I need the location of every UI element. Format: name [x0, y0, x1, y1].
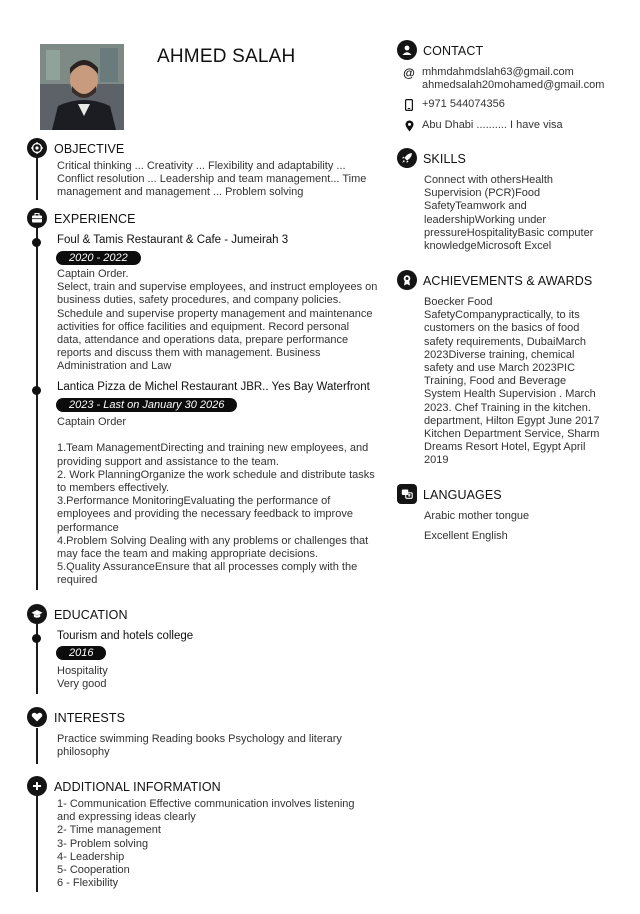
education-details: Hospitality Very good — [57, 665, 108, 691]
location-pin-icon — [404, 120, 414, 132]
plus-icon — [27, 776, 47, 796]
objective-text: Critical thinking ... Creativity ... Flexibility and adaptability ... Conflict resolution ... Leadership and team management... Time management and management ... Problem solving — [57, 160, 367, 199]
skills-text: Connect with othersHealth Supervision (PCR)Food SafetyTeamwork and leadershipWorking under pressureHospitalityBasic computer knowledgeMicrosoft Excel — [424, 174, 594, 253]
language-item: Excellent English — [424, 530, 508, 542]
briefcase-icon — [27, 208, 47, 228]
languages-title: LANGUAGES — [423, 488, 502, 502]
contact-email-row — [404, 66, 604, 92]
target-icon — [27, 138, 47, 158]
skills-title: SKILLS — [423, 152, 466, 166]
heart-icon — [27, 707, 47, 727]
profile-photo — [40, 44, 124, 130]
timeline-dot — [32, 634, 41, 643]
timeline-dot — [32, 386, 41, 395]
job-date-1: 2020 - 2022 — [56, 251, 141, 265]
education-title: EDUCATION — [54, 608, 128, 622]
location-text: Abu Dhabi .......... I have visa — [422, 119, 563, 131]
achievements-title: ACHIEVEMENTS & AWARDS — [423, 274, 593, 288]
candidate-name: AHMED SALAH — [157, 46, 296, 67]
job-description-2: Captain Order 1.Team ManagementDirecting and training new employees, and providing support and assistance to the team. 2. Work PlanningOrganize the work schedule and distribute tasks to members effectively. 3.Performance MonitoringEvaluating the performance of employees and providing the necessary feedback to improve performance 4.Problem Solving Dealing with any problems or challenges that may face the team and making appropriate decisions. 5.Quality AssuranceEnsure that all processes comply with the required — [57, 416, 375, 587]
email-2[interactable]: ahmedsalah20mohamed@gmail.com — [422, 79, 605, 92]
additional-info-text: 1- Communication Effective communication involves listening and expressing ideas clearly 2- Time management 3- Problem solving 4- Leadership 5- Cooperation 6 - Flexibility — [57, 798, 355, 890]
additional-timeline — [36, 796, 38, 892]
timeline-dot — [32, 238, 41, 247]
email-1[interactable]: mhmdahmdslah63@gmail.com — [422, 66, 574, 78]
language-icon — [397, 484, 417, 504]
school-name: Tourism and hotels college — [57, 630, 194, 642]
job-title-1: Foul & Tamis Restaurant & Cafe - Jumeirah 3 — [57, 234, 289, 246]
experience-title: EXPERIENCE — [54, 212, 136, 226]
contact-title: CONTACT — [423, 44, 484, 58]
job-title-2: Lantica Pizza de Michel Restaurant JBR.. Yes Bay Waterfront — [57, 381, 370, 393]
graduation-cap-icon — [27, 604, 47, 624]
contact-location-row — [404, 119, 563, 132]
objective-timeline — [36, 158, 38, 200]
interests-title: INTERESTS — [54, 711, 126, 725]
award-icon — [397, 270, 417, 290]
phone-number[interactable]: +971 544074356 — [422, 98, 505, 110]
job-date-2: 2023 - Last on January 30 2026 — [56, 398, 237, 412]
objective-title: OBJECTIVE — [54, 142, 125, 156]
phone-icon — [404, 99, 414, 111]
at-sign-icon: @ — [403, 66, 415, 80]
user-icon — [397, 40, 417, 60]
education-date: 2016 — [56, 646, 106, 660]
profile-photo-image — [40, 44, 124, 130]
contact-phone-row — [404, 98, 505, 111]
achievements-text: Boecker Food SafetyCompanypractically, to its customers on the basics of food safety requirements, DubaiMarch 2023Diverse training, chemical safety and use March 2023PIC Training, Food and Beverage System Health Supervision . March 2023. Chef Training in the kitchen. department, Hilton Egypt June 2017 Kitchen Department Service, Sharm Dreams Resort Hotel, Egypt April 2019 — [424, 296, 600, 467]
additional-info-title: ADDITIONAL INFORMATION — [54, 780, 221, 794]
rocket-icon — [397, 148, 417, 168]
interests-text: Practice swimming Reading books Psychology and literary philosophy — [57, 733, 342, 759]
experience-timeline — [36, 228, 38, 590]
job-description-1: Captain Order. Select, train and supervise employees, and instruct employees on business duties, safety procedures, and company policies. Schedule and supervise property management and maintenance activities for office facilities and equipment. Record personal data, attendance and operations data, prepare performance reports and discuss them with management. Business Administration and Law — [57, 268, 378, 373]
interests-timeline — [36, 728, 38, 764]
language-item: Arabic mother tongue — [424, 510, 530, 522]
